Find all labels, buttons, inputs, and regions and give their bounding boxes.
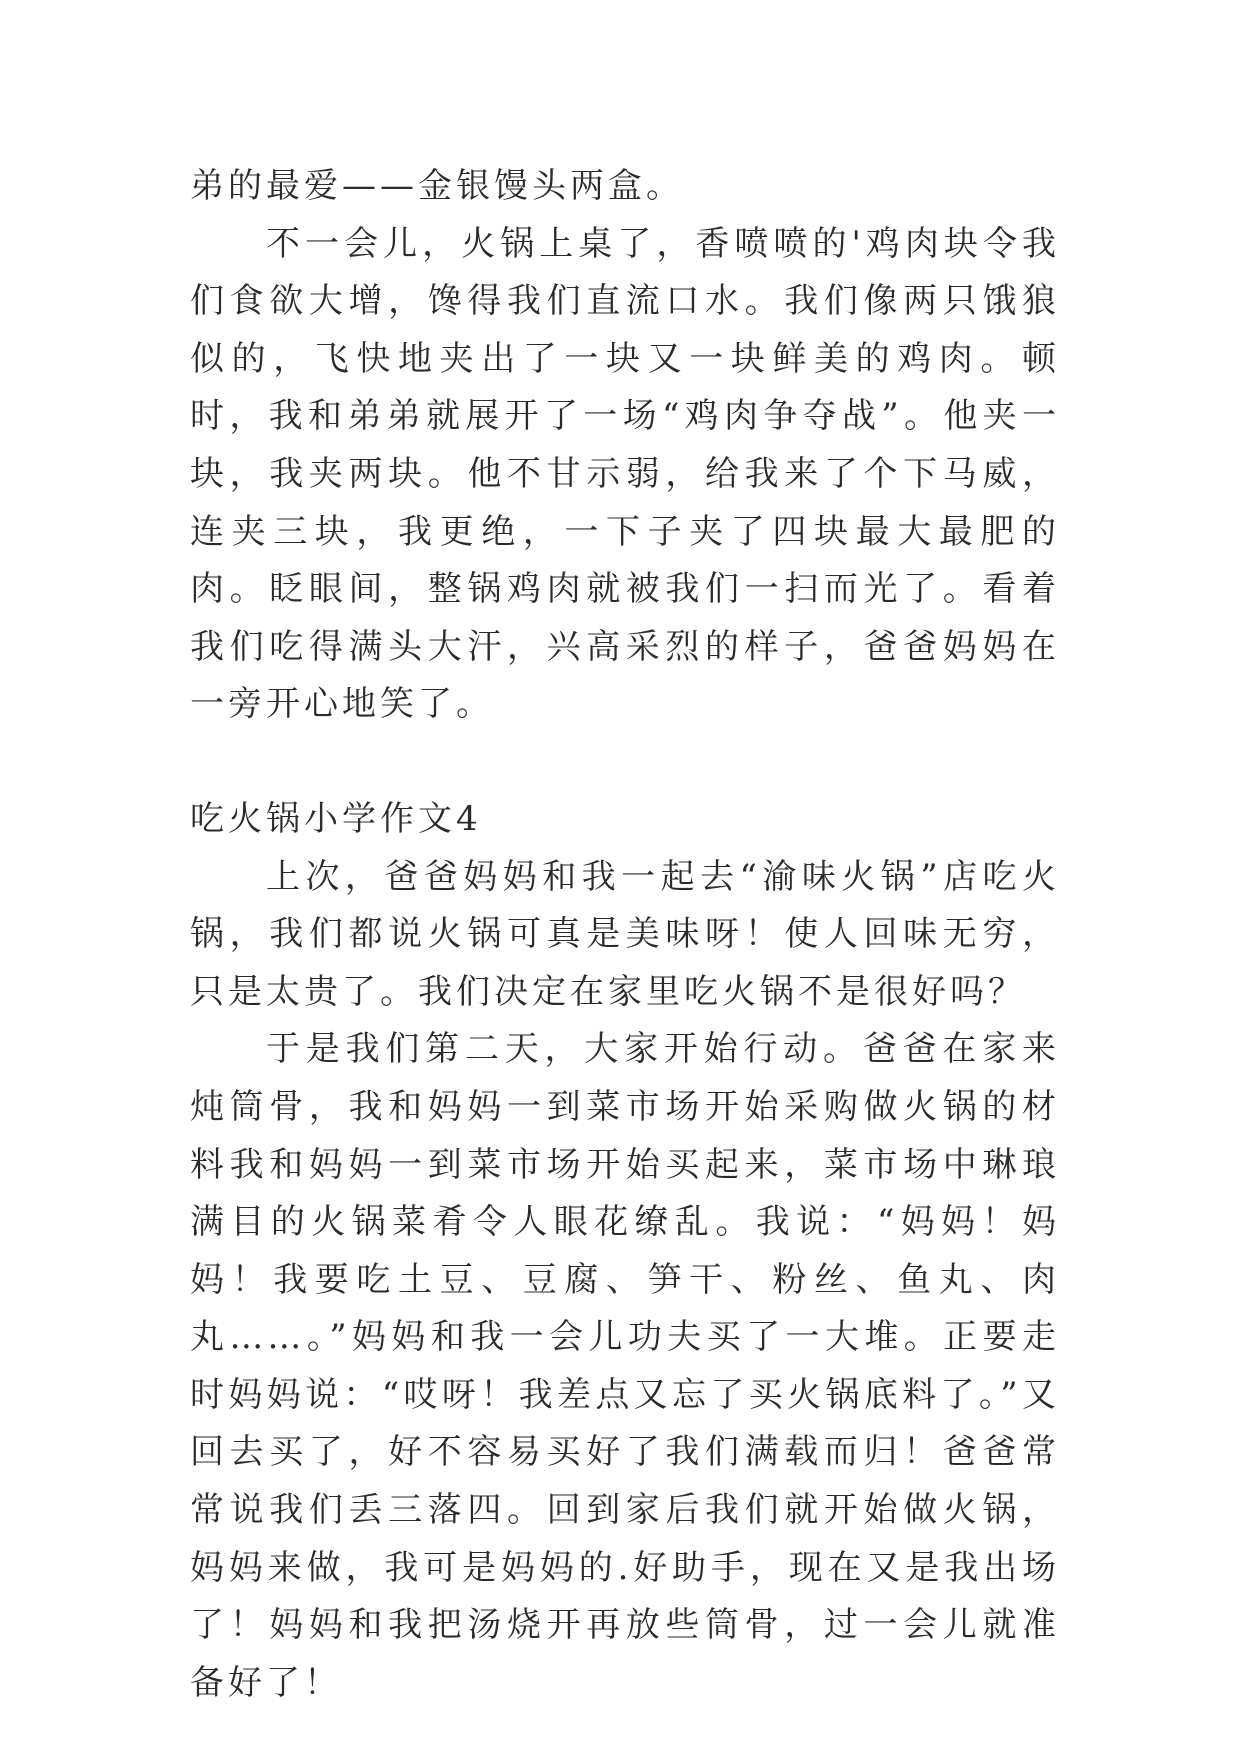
essay-title: 吃火锅小学作文4 (190, 798, 482, 839)
document-body (190, 158, 1060, 1712)
paragraph-hotpot-chicken: 不一会儿，火锅上桌了，香喷喷的'鸡肉块令我们食欲大增，馋得我们直流口水。我们像两只饿狼似的，飞快地夹出了一块又一块鲜美的鸡肉。顿时，我和弟弟就展开了一场“鸡肉争夺战”。他夹一块，我夹两块。他不甘示弱，给我来了个下马威，连夹三块，我更绝，一下子夹了四块最大最肥的肉。眨眼间，整锅鸡肉就被我们一扫而光了。看着我们吃得满头大汗，兴高采烈的样子，爸爸妈妈在一旁开心地笑了。 (190, 223, 1060, 725)
paragraph-restaurant: 上次，爸爸妈妈和我一起去“渝味火锅”店吃火锅，我们都说火锅可真是美味呀！使人回味无穷，只是太贵了。我们决定在家里吃火锅不是很好吗？ (190, 856, 1060, 1012)
paragraph-continuation: 弟的最爱——金银馒头两盒。 (190, 166, 684, 206)
paragraph-market: 于是我们第二天，大家开始行动。爸爸在家来炖筒骨，我和妈妈一到菜市场开始采购做火锅的材料我和妈妈一到菜市场开始买起来，菜市场中琳琅满目的火锅菜肴令人眼花缭乱。我说：“妈妈！妈妈！我要吃土豆、豆腐、笋干、粉丝、鱼丸、肉丸……。”妈妈和我一会儿功夫买了一大堆。正要走时妈妈说：“哎呀！我差点又忘了买火锅底料了。”又回去买了，好不容易买好了我们满载而归！爸爸常常说我们丢三落四。回到家后我们就开始做火锅，妈妈来做，我可是妈妈的.好助手，现在又是我出场了！妈妈和我把汤烧开再放些筒骨，过一会儿就准备好了！ (190, 1029, 1060, 1703)
